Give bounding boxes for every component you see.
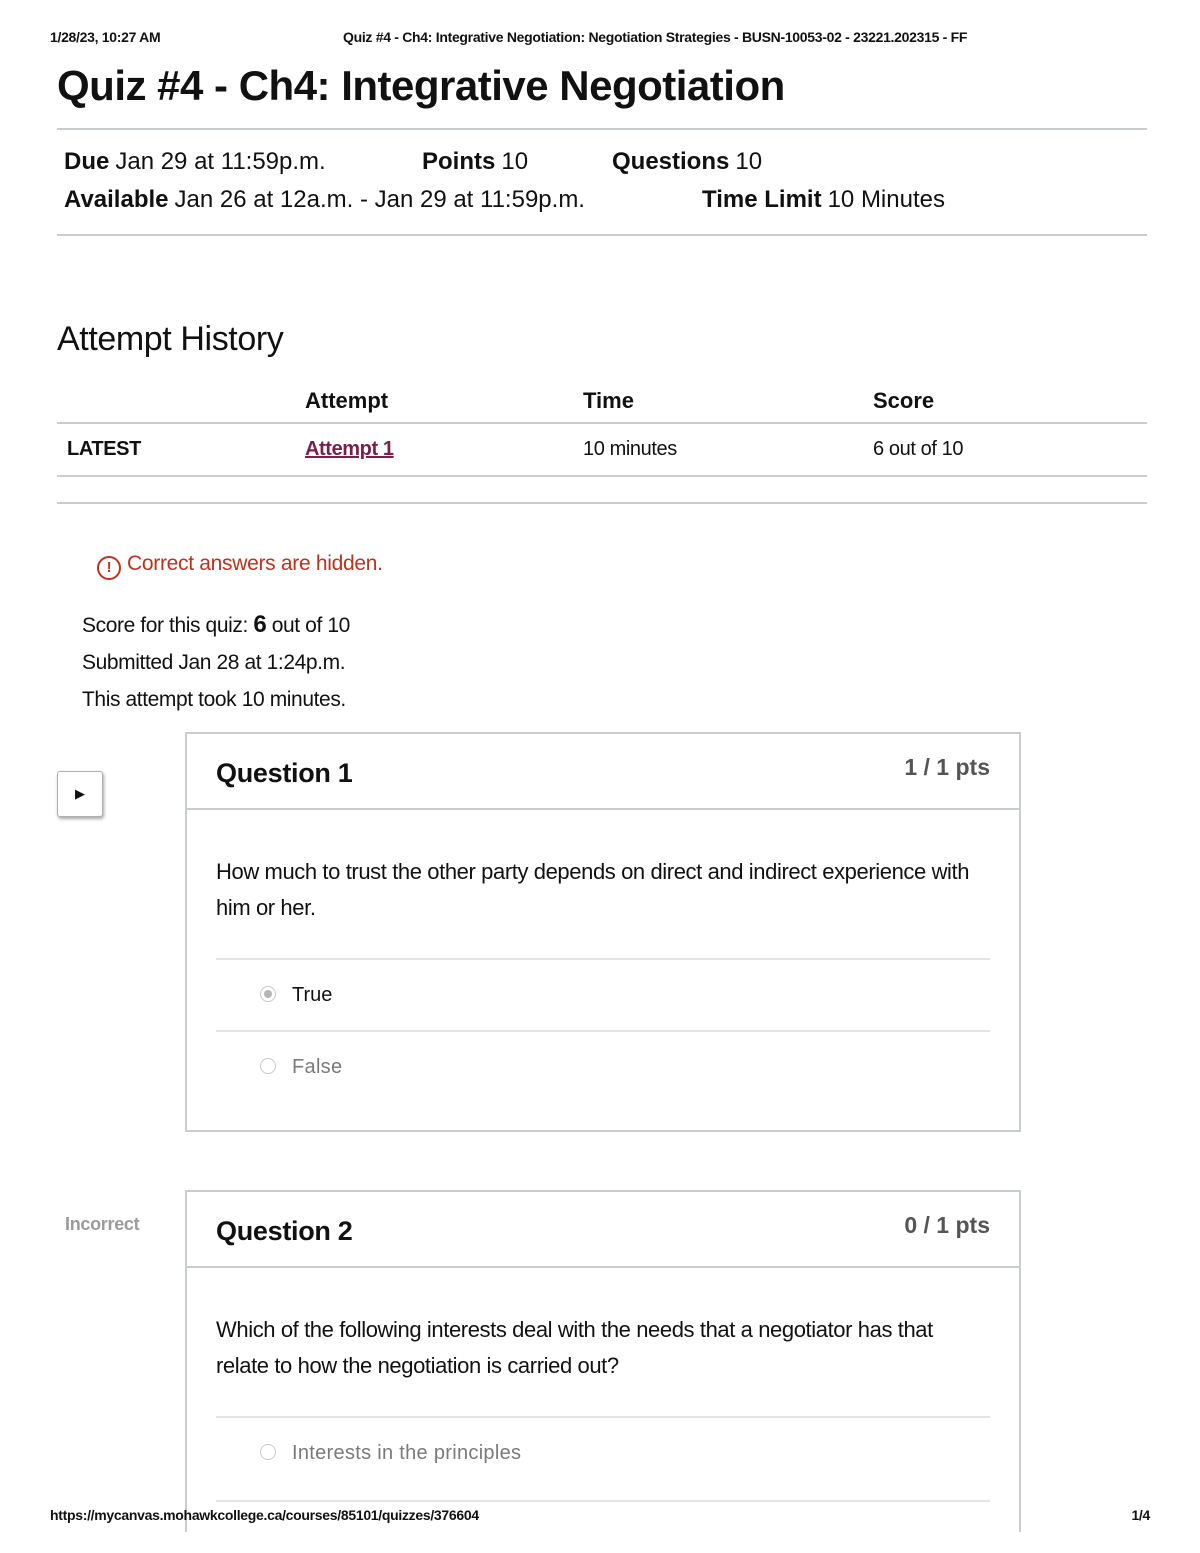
- quiz-result-summary: [82, 606, 350, 718]
- time-limit-label: Time Limit: [702, 186, 822, 213]
- print-datetime: 1/28/23, 10:27 AM: [50, 29, 161, 45]
- print-document-title: Quiz #4 - Ch4: Integrative Negotiation: Negotiation Strategies - BUSN-10053-02 - 23221.202315 - FF: [343, 29, 968, 45]
- attempt-history-heading: Attempt History: [57, 320, 284, 358]
- radio-selected-icon[interactable]: [260, 986, 276, 1002]
- answer-label: Interests in the principles: [292, 1442, 522, 1464]
- score-suffix: out of 10: [271, 614, 350, 637]
- available-label: Available: [64, 186, 169, 213]
- score-cell: 6 out of 10: [863, 423, 1147, 476]
- column-header-score: Score: [863, 382, 1147, 423]
- due-info: [64, 148, 326, 176]
- column-header-time: Time: [573, 382, 863, 423]
- attempt-link[interactable]: Attempt 1: [305, 438, 394, 460]
- time-limit-info: [702, 186, 945, 214]
- answer-label: False: [292, 1056, 343, 1078]
- question-title: Question 2: [216, 1216, 353, 1246]
- points-info: [422, 148, 528, 176]
- question-status-incorrect: Incorrect: [65, 1214, 140, 1234]
- answer-option[interactable]: [216, 958, 990, 1030]
- radio-empty-icon[interactable]: [260, 1444, 276, 1460]
- available-value: Jan 26 at 12a.m. - Jan 29 at 11:59p.m.: [174, 186, 585, 213]
- due-value: Jan 29 at 11:59p.m.: [115, 148, 326, 175]
- page-number: 1/4: [1131, 1507, 1150, 1523]
- print-url: https://mycanvas.mohawkcollege.ca/courses/85101/quizzes/376604: [50, 1507, 479, 1523]
- correct-answers-hidden-notice: [97, 552, 383, 580]
- column-header-attempt: Attempt: [295, 382, 573, 423]
- print-header: [50, 29, 1150, 49]
- question-card-2: [185, 1190, 1021, 1532]
- question-nav-toggle-button[interactable]: [57, 771, 103, 817]
- quiz-title: Quiz #4 - Ch4: Integrative Negotiation: [57, 62, 785, 109]
- time-limit-value: 10 Minutes: [827, 186, 945, 213]
- divider: [57, 234, 1147, 236]
- table-header-row: [57, 382, 1147, 423]
- question-text: How much to trust the other party depends on direct and indirect experience with him or her.: [216, 859, 970, 920]
- submitted-line: Submitted Jan 28 at 1:24p.m.: [82, 651, 346, 674]
- question-title: Question 1: [216, 758, 353, 788]
- hidden-notice-text: Correct answers are hidden.: [127, 552, 383, 575]
- questions-info: [612, 148, 762, 176]
- questions-label: Questions: [612, 148, 730, 175]
- column-header: [57, 382, 295, 423]
- answer-list: [216, 1416, 990, 1502]
- score-value: 6: [253, 611, 267, 638]
- table-row: [57, 423, 1147, 476]
- latest-tag: LATEST: [57, 423, 295, 476]
- question-card-1: [185, 732, 1021, 1132]
- questions-value: 10: [735, 148, 763, 175]
- divider: [57, 502, 1147, 504]
- question-header: [187, 1192, 1019, 1268]
- answer-list: [216, 958, 990, 1102]
- time-cell: 10 minutes: [573, 423, 863, 476]
- question-points: 1 / 1 pts: [904, 754, 990, 780]
- duration-line: This attempt took 10 minutes.: [82, 688, 346, 711]
- warning-icon: !: [97, 556, 121, 580]
- question-points: 0 / 1 pts: [904, 1212, 990, 1238]
- points-label: Points: [422, 148, 496, 175]
- available-info: [64, 186, 585, 214]
- answer-option[interactable]: [216, 1030, 990, 1102]
- play-triangle-icon: ▶: [75, 786, 85, 801]
- attempt-cell: [295, 423, 573, 476]
- attempt-history-table: [57, 382, 1147, 477]
- divider: [57, 128, 1147, 130]
- score-line: [82, 606, 350, 644]
- question-text: Which of the following interests deal with the needs that a negotiator has that relate to how the negotiation is carried out?: [216, 1317, 933, 1378]
- radio-empty-icon[interactable]: [260, 1058, 276, 1074]
- score-prefix: Score for this quiz:: [82, 614, 248, 637]
- due-label: Due: [64, 148, 110, 175]
- points-value: 10: [501, 148, 529, 175]
- answer-label: True: [292, 984, 333, 1006]
- question-header: [187, 734, 1019, 810]
- answer-option[interactable]: [216, 1416, 990, 1502]
